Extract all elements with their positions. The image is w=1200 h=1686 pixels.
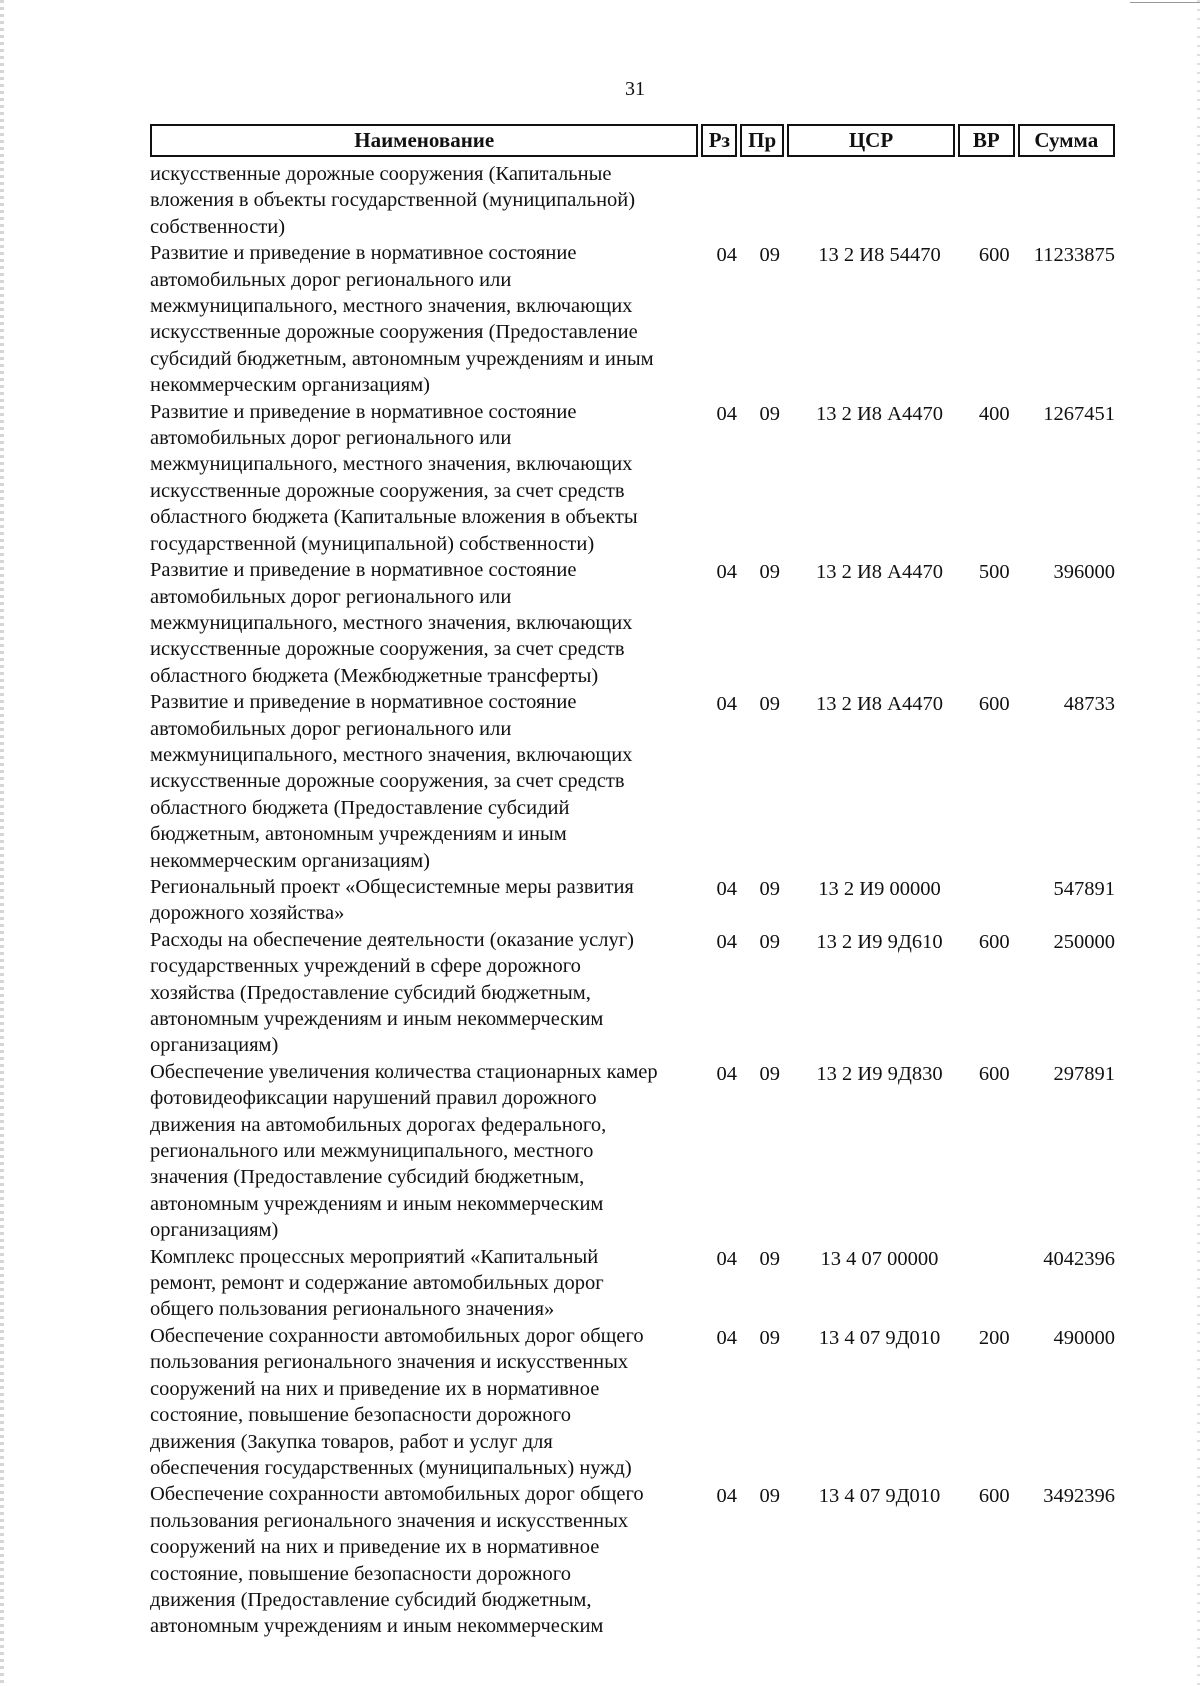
row-vr: 600 <box>978 1062 1010 1085</box>
page-number: 31 <box>625 78 645 100</box>
row-pr: 09 <box>759 930 780 953</box>
row-vr: 500 <box>978 561 1010 584</box>
row-sum: 250000 <box>1053 930 1115 953</box>
row-sum: 3492396 <box>1043 1485 1115 1508</box>
row-vr: 200 <box>978 1326 1010 1349</box>
row-sum: 4042396 <box>1043 1247 1115 1270</box>
table-row <box>150 1323 1115 1481</box>
row-rz: 04 <box>716 693 738 716</box>
row-rz: 04 <box>716 1247 738 1270</box>
header-vr: ВР <box>958 124 1015 157</box>
row-vr: 600 <box>978 1485 1010 1508</box>
budget-table <box>150 124 1115 1640</box>
row-csr: 13 2 И8 А4470 <box>816 693 943 716</box>
table-row <box>150 1481 1115 1639</box>
row-pr: 09 <box>759 1247 780 1270</box>
row-name: Комплекс процессных мероприятий «Капитальный ремонт, ремонт и содержание автомобильных дорог общего пользования регионального значения» <box>150 1245 604 1321</box>
row-sum: 1267451 <box>1043 402 1115 425</box>
row-rz: 04 <box>716 930 738 953</box>
row-pr <box>746 161 794 163</box>
table-row <box>150 1244 1115 1323</box>
row-sum: 396000 <box>1053 561 1115 584</box>
row-sum: 297891 <box>1053 1062 1115 1085</box>
row-vr: 600 <box>978 930 1010 953</box>
row-csr: 13 4 07 00000 <box>820 1247 939 1270</box>
row-vr: 400 <box>978 402 1010 425</box>
row-name: Развитие и приведение в нормативное состояние автомобильных дорог регионального или межмуниципального, местного значения, включающих искусственные дорожные сооружения, за счет средств областного бюджета (Капитальные вложения в объекты государственной (муниципальной) собственности) <box>150 400 638 555</box>
row-name: Обеспечение сохранности автомобильных дорог общего пользования регионального значения и искусственных сооружений на них и приведение их в нормативное состояние, повышение безопасности дорожного движения (Закупка товаров, работ и услуг для обеспечения государственных (муниципальных) нужд) <box>150 1324 644 1479</box>
table-row <box>150 874 1115 927</box>
row-vr: 600 <box>978 693 1010 716</box>
row-csr: 13 2 И9 9Д830 <box>816 1062 943 1085</box>
header-csr: ЦСР <box>787 124 955 157</box>
row-pr: 09 <box>759 1485 780 1508</box>
table-row <box>150 240 1115 398</box>
header-pr: Пр <box>740 124 784 157</box>
row-sum: 490000 <box>1053 1326 1115 1349</box>
table-row <box>150 1059 1115 1244</box>
row-csr: 13 2 И9 00000 <box>818 877 941 900</box>
table-row <box>150 161 1115 240</box>
table-row <box>150 689 1115 874</box>
row-rz: 04 <box>716 244 738 267</box>
table-body <box>150 161 1115 1640</box>
row-vr <box>965 161 1023 163</box>
row-pr: 09 <box>759 561 780 584</box>
row-csr: 13 2 И8 А4470 <box>816 561 943 584</box>
row-name: Региональный проект «Общесистемные меры развития дорожного хозяйства» <box>150 875 634 925</box>
row-rz: 04 <box>716 402 738 425</box>
row-csr: 13 4 07 9Д010 <box>818 1485 941 1508</box>
row-pr: 09 <box>759 402 780 425</box>
header-rz: Рз <box>701 124 737 157</box>
row-pr: 09 <box>759 1326 780 1349</box>
row-csr: 13 2 И8 А4470 <box>816 402 943 425</box>
table-header <box>150 124 1115 157</box>
row-vr <box>965 1244 1023 1246</box>
row-sum <box>1023 161 1115 163</box>
row-name: Развитие и приведение в нормативное состояние автомобильных дорог регионального или межмуниципального, местного значения, включающих искусственные дорожные сооружения, за счет средств областного бюджета (Предоставление субсидий бюджетным, автономным учреждениям и иным некоммерческим организациям) <box>150 691 633 872</box>
table-row <box>150 557 1115 689</box>
row-vr: 600 <box>978 244 1010 267</box>
row-name: Обеспечение увеличения количества стационарных камер фотовидеофиксации нарушений правил дорожного движения на автомобильных дорогах федерального, регионального или межмуниципального, местного значения (Предоставление субсидий бюджетным, автономным учреждениям и иным некоммерческим организациям) <box>150 1060 658 1242</box>
row-pr: 09 <box>759 244 780 267</box>
row-pr: 09 <box>759 1062 780 1085</box>
table-row <box>150 927 1115 1059</box>
row-name: Расходы на обеспечение деятельности (оказание услуг) государственных учреждений в сфере дорожного хозяйства (Предоставление субсидий бюджетным, автономным учреждениям и иным некоммерческим организациям) <box>150 928 634 1057</box>
row-rz: 04 <box>716 877 738 900</box>
scan-edge-left <box>0 0 4 1686</box>
row-name: Развитие и приведение в нормативное состояние автомобильных дорог регионального или межмуниципального, местного значения, включающих искусственные дорожные сооружения, за счет средств областного бюджета (Межбюджетные трансферты) <box>150 559 633 687</box>
row-sum: 11233875 <box>1033 244 1115 267</box>
row-csr: 13 2 И8 54470 <box>818 244 941 267</box>
row-pr: 09 <box>759 693 780 716</box>
row-csr: 13 4 07 9Д010 <box>818 1326 941 1349</box>
row-name: искусственные дорожные сооружения (Капитальные вложения в объекты государственной (муниципальной) собственности) <box>150 163 636 238</box>
row-rz <box>708 161 746 163</box>
row-name: Обеспечение сохранности автомобильных дорог общего пользования регионального значения и искусственных сооружений на них и приведение их в нормативное состояние, повышение безопасности дорожного движения (Предоставление субсидий бюджетным, автономным учреждениям и иным некоммерческим <box>150 1483 644 1638</box>
row-rz: 04 <box>716 561 738 584</box>
header-sum: Сумма <box>1018 124 1115 157</box>
header-name: Наименование <box>150 124 698 157</box>
row-csr <box>794 161 966 163</box>
row-rz: 04 <box>716 1062 738 1085</box>
row-rz: 04 <box>716 1326 738 1349</box>
row-name: Развитие и приведение в нормативное состояние автомобильных дорог регионального или межмуниципального, местного значения, включающих искусственные дорожные сооружения (Предоставление субсидий бюджетным, автономным учреждениям и иным некоммерческим организациям) <box>150 242 654 397</box>
row-sum: 547891 <box>1053 877 1115 900</box>
row-pr: 09 <box>759 877 780 900</box>
row-csr: 13 2 И9 9Д610 <box>816 930 943 953</box>
row-vr <box>965 874 1023 876</box>
row-rz: 04 <box>716 1485 738 1508</box>
row-sum: 48733 <box>1063 693 1115 716</box>
scan-top-line <box>1130 2 1200 3</box>
table-row <box>150 399 1115 557</box>
